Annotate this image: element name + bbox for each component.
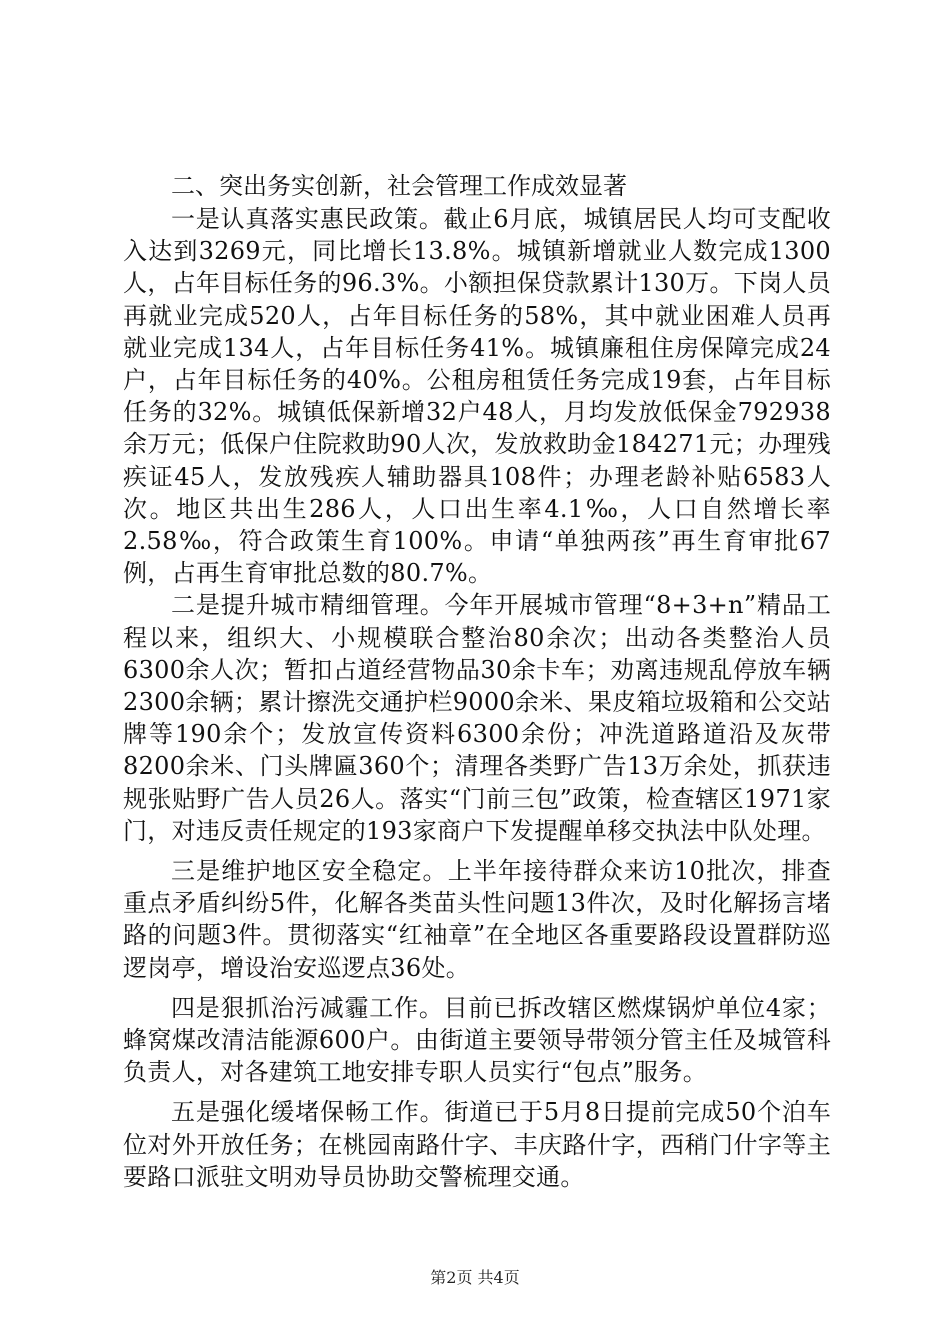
section-heading: 二、突出务实创新，社会管理工作成效显著	[171, 172, 627, 200]
paragraph-security: 三是维护地区安全稳定。上半年接待群众来访10批次，排查重点矛盾纠纷5件，化解各类苗头性问题13件次，及时化解扬言堵路的问题3件。贯彻落实“红袖章”在全地区各重要路段设置群防巡逻岗亭，增设治安巡逻点36处。	[123, 857, 831, 982]
document-body	[123, 170, 831, 1193]
paragraph-livelihood: 一是认真落实惠民政策。截止6月底，城镇居民人均可支配收入达到3269元，同比增长13.8%。城镇新增就业人数完成1300人，占年目标任务的96.3%。小额担保贷款累计130万。下岗人员再就业完成520人，占年目标任务的58%，其中就业困难人员再就业完成134人，占年目标任务41%。城镇廉租住房保障完成24户，占年目标任务的40%。公租房租赁任务完成19套，占年目标任务的32%。城镇低保新增32户48人，月均发放低保金792938余万元；低保户住院救助90人次，发放救助金184271元；办理残疾证45人，发放残疾人辅助器具108件；办理老龄补贴6583人次。地区共出生286人，人口出生率4.1‰，人口自然增长率2.58‰，符合政策生育100%。申请“单独两孩”再生育审批67例，占再生育审批总数的80.7%。	[123, 205, 831, 588]
paragraph-urban-management: 二是提升城市精细管理。今年开展城市管理“8+3+n”精品工程以来，组织大、小规模联合整治80余次；出动各类整治人员6300余人次；暂扣占道经营物品30余卡车；劝离违规乱停放车辆2300余辆；累计擦洗交通护栏9000余米、果皮箱垃圾箱和公交站牌等190余个；发放宣传资料6300余份；冲洗道路道沿及灰带8200余米、门头牌匾360个；清理各类野广告13万余处，抓获违规张贴野广告人员26人。落实“门前三包”政策，检查辖区1971家门，对违反责任规定的193家商户下发提醒单移交执法中队处理。	[123, 591, 831, 845]
paragraph-pollution: 四是狠抓治污减霾工作。目前已拆改辖区燃煤锅炉单位4家；蜂窝煤改清洁能源600户。由街道主要领导带领分管主任及城管科负责人，对各建筑工地安排专职人员实行“包点”服务。	[123, 993, 831, 1087]
paragraph-traffic: 五是强化缓堵保畅工作。街道已于5月8日提前完成50个泊车位对外开放任务；在桃园南路什字、丰庆路什字，西稍门什字等主要路口派驻文明劝导员协助交警梳理交通。	[123, 1098, 831, 1191]
page-number-footer: 第2页 共4页	[430, 1268, 520, 1287]
